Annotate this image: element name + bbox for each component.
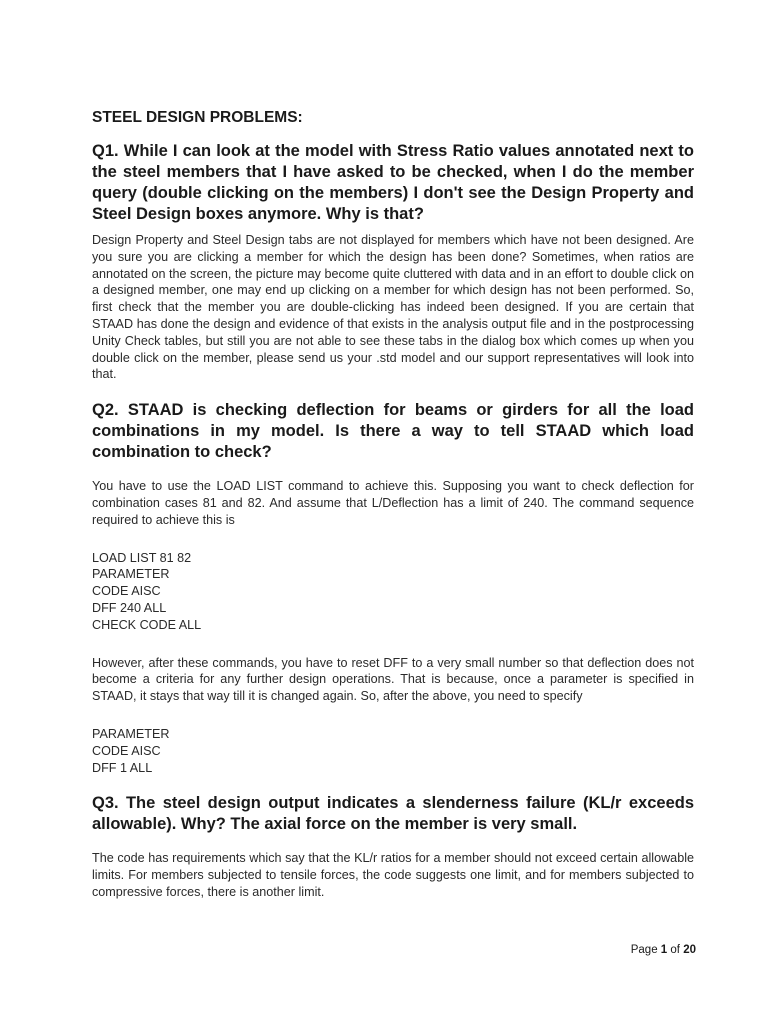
page-number-footer	[631, 944, 696, 956]
code-line: CHECK CODE ALL	[92, 617, 202, 632]
code-line: CODE AISC	[92, 584, 161, 599]
code-block-1	[92, 550, 694, 634]
page-number: 1	[660, 944, 668, 956]
code-line: DFF 1 ALL	[92, 760, 153, 775]
code-line: LOAD LIST 81 82	[92, 550, 192, 565]
answer-1: Design Property and Steel Design tabs are not displayed for members which have not been designed. Are you sure you are clicking a member for which the design has been done? Sometimes, when ratios are annotated on the screen, the picture may become quite cluttered with data and in an effort to double click on a designed member, one may end up clicking on a member for which design has not been performed. So, first check that the member you are double-clicking has indeed been designed. If you are certain that STAAD has done the design and evidence of that exists in the analysis output file and in the postprocessing Unity Check tables, but still you are not able to see these tabs in the dialog box which comes up when you double click on the member, please send us your .std model and our support representatives will look into that.	[92, 233, 694, 382]
page-label: Page	[630, 944, 658, 956]
page-total: 20	[683, 944, 696, 956]
document-title: STEEL DESIGN PROBLEMS:	[92, 109, 303, 126]
question-3: Q3. The steel design output indicates a slenderness failure (KL/r exceeds allowable). Why? The axial force on the member is very small.	[92, 794, 694, 834]
answer-3: The code has requirements which say that the KL/r ratios for a member should not exceed certain allowable limits. For members subjected to tensile forces, the code suggests one limit, and for members subjected to compressive forces, there is another limit.	[92, 851, 694, 899]
code-block-2	[92, 726, 694, 776]
code-line: DFF 240 ALL	[92, 600, 167, 615]
of-label: of	[670, 944, 680, 956]
code-line: PARAMETER	[92, 567, 170, 582]
code-line: PARAMETER	[92, 726, 170, 741]
document-page	[92, 108, 694, 910]
question-1: Q1. While I can look at the model with Stress Ratio values annotated next to the steel members that I have asked to be checked, when I do the member query (double clicking on the members) I don't see the Design Property and Steel Design boxes anymore. Why is that?	[92, 142, 694, 223]
answer-2-followup: However, after these commands, you have to reset DFF to a very small number so that deflection does not become a criteria for any further design operations. That is because, once a parameter is specified in STAAD, it stays that way till it is changed again. So, after the above, you need to specify	[92, 655, 694, 704]
code-line: CODE AISC	[92, 743, 161, 758]
answer-2-intro: You have to use the LOAD LIST command to achieve this. Supposing you want to check deflection for combination cases 81 and 82. And assume that L/Deflection has a limit of 240. The command sequence required to achieve this is	[92, 479, 694, 527]
question-2: Q2. STAAD is checking deflection for beams or girders for all the load combinations in my model. Is there a way to tell STAAD which load combination to check?	[92, 401, 694, 462]
